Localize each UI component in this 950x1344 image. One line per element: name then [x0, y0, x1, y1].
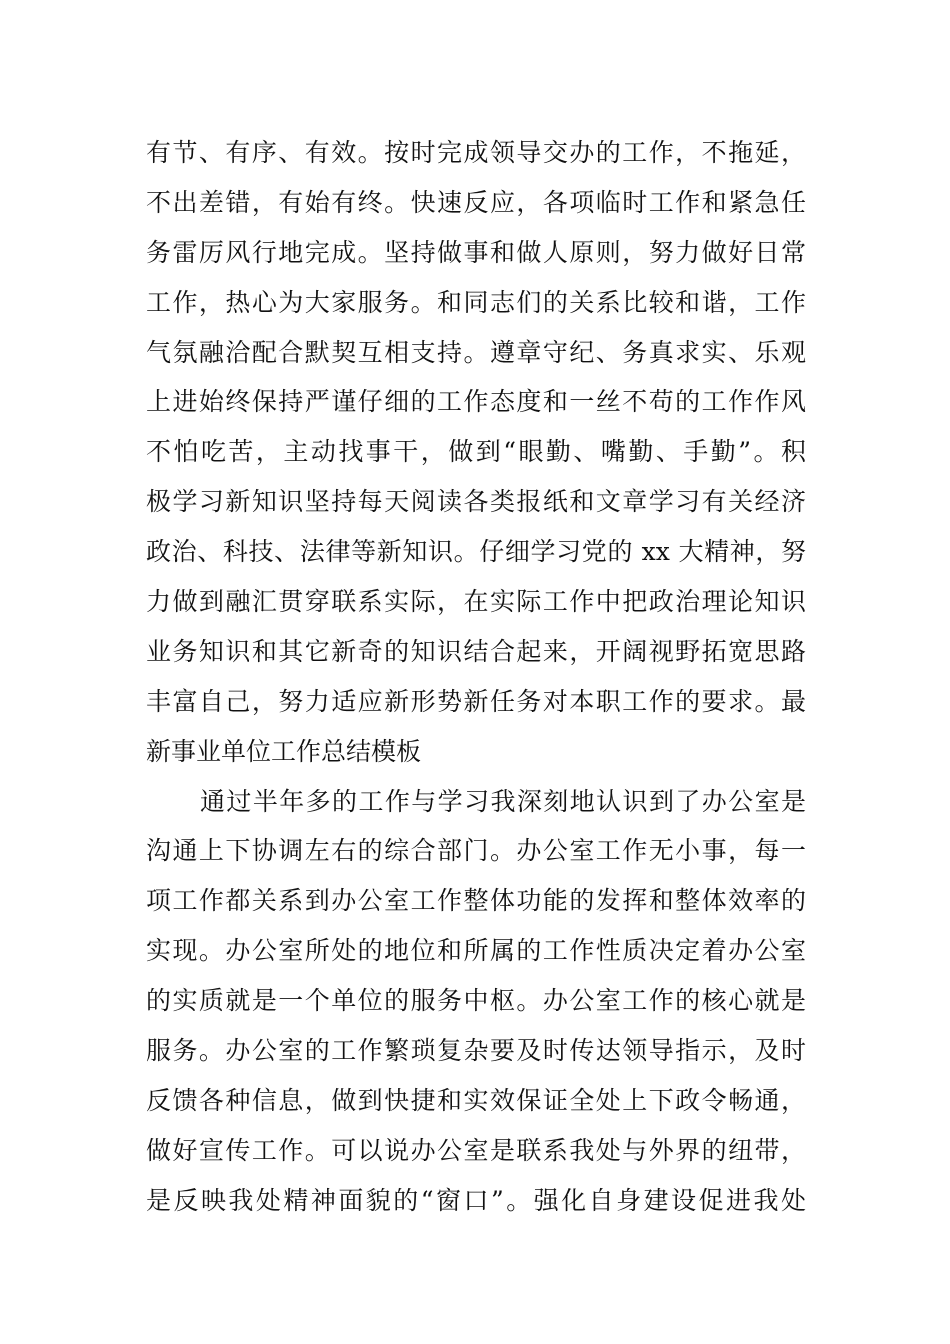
text-line: 上进始终保持严谨仔细的工作态度和一丝不苟的工作作风 — [146, 387, 806, 417]
text-line: 工作，热心为大家服务。和同志们的关系比较和谐，工作 — [146, 287, 806, 317]
text-line: 业务知识和其它新奇的知识结合起来，开阔视野拓宽思路 — [146, 636, 806, 666]
text-line: 沟通上下协调左右的综合部门。办公室工作无小事，每一 — [146, 836, 806, 866]
text-line: 丰富自己，努力适应新形势新任务对本职工作的要求。最 — [146, 686, 806, 716]
text-line: 气氛融洽配合默契互相支持。遵章守纪、务真求实、乐观 — [146, 337, 806, 367]
text-line: 不出差错，有始有终。快速反应，各项临时工作和紧急任 — [146, 187, 806, 217]
paragraph-1 — [146, 128, 806, 777]
text-line: 务雷厉风行地完成。坚持做事和做人原则，努力做好日常 — [146, 237, 806, 267]
body-text — [146, 128, 806, 1226]
text-line: 实现。办公室所处的地位和所属的工作性质决定着办公室 — [146, 936, 806, 966]
text-line: 项工作都关系到办公室工作整体功能的发挥和整体效率的 — [146, 886, 806, 916]
text-line: 是反映我处精神面貌的“窗口”。强化自身建设促进我处 — [146, 1185, 806, 1215]
text-line: 服务。办公室的工作繁琐复杂要及时传达领导指示，及时 — [146, 1036, 806, 1066]
text-line: 极学习新知识坚持每天阅读各类报纸和文章学习有关经济 — [146, 487, 806, 517]
text-line: 新事业单位工作总结模板 — [146, 736, 422, 766]
text-line: 有节、有序、有效。按时完成领导交办的工作，不拖延， — [146, 138, 806, 167]
text-line: 通过半年多的工作与学习我深刻地认识到了办公室是 — [200, 786, 806, 816]
text-line: 政治、科技、法律等新知识。仔细学习党的 xx 大精神，努 — [146, 537, 806, 567]
text-line: 的实质就是一个单位的服务中枢。办公室工作的核心就是 — [146, 986, 806, 1016]
text-line: 做好宣传工作。可以说办公室是联系我处与外界的纽带， — [146, 1135, 806, 1165]
text-line: 反馈各种信息，做到快捷和实效保证全处上下政令畅通， — [146, 1085, 806, 1115]
text-line: 力做到融汇贯穿联系实际，在实际工作中把政治理论知识 — [146, 587, 806, 617]
text-line: 不怕吃苦，主动找事干，做到“眼勤、嘴勤、手勤”。积 — [146, 437, 806, 467]
paragraph-2 — [146, 777, 806, 1226]
